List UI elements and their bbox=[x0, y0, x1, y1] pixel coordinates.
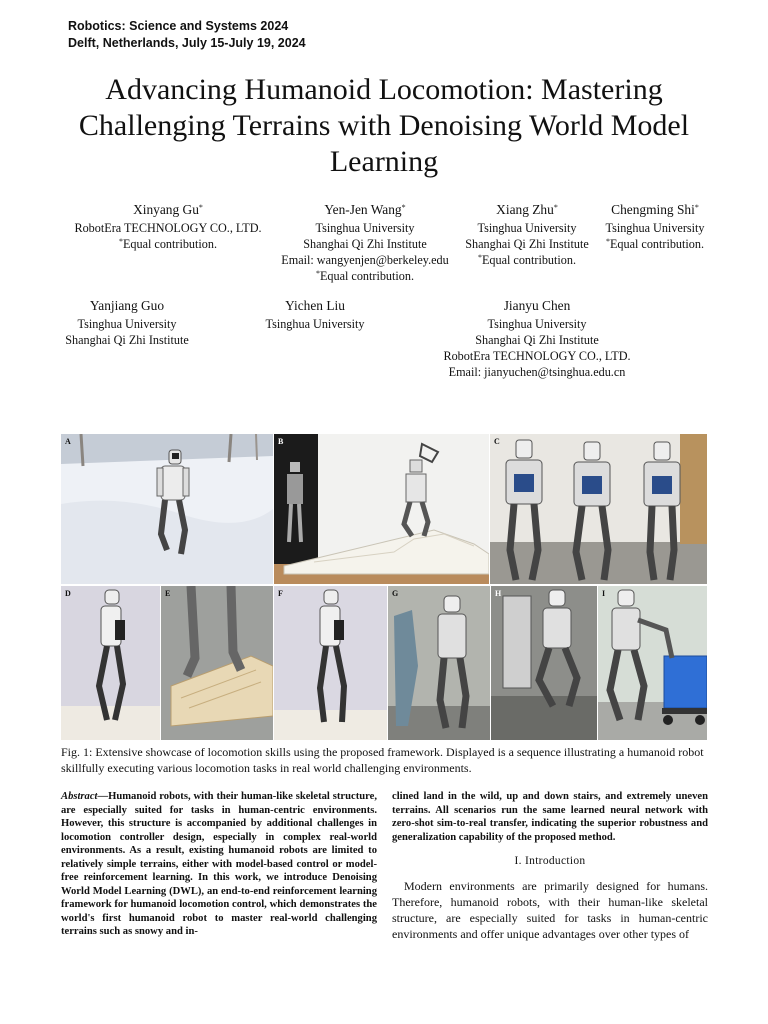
section-heading: I. Introduction bbox=[514, 855, 586, 867]
author-affiliation: Tsinghua University bbox=[487, 317, 587, 331]
panel-a-snow-photo bbox=[61, 434, 273, 584]
equal-contribution-mark: * bbox=[477, 253, 482, 262]
author-affiliation: Shanghai Qi Zhi Institute bbox=[65, 333, 189, 347]
equal-contribution-mark: * bbox=[694, 203, 699, 212]
venue-header bbox=[68, 18, 306, 52]
equal-contribution-mark: * bbox=[605, 237, 610, 246]
venue-line-2: Delft, Netherlands, July 15-July 19, 2024 bbox=[68, 36, 306, 50]
panel-f-side-walk-photo bbox=[274, 586, 387, 740]
author-affiliation: RobotEra TECHNOLOGY CO., LTD. bbox=[443, 349, 631, 363]
author-note: Equal contribution. bbox=[319, 269, 415, 283]
panel-i-cart-photo bbox=[598, 586, 707, 740]
equal-contribution-mark: * bbox=[315, 269, 320, 278]
panel-label: C bbox=[494, 437, 500, 446]
panel-label: A bbox=[65, 437, 71, 446]
author-block bbox=[460, 202, 594, 268]
abstract-left-column bbox=[61, 790, 377, 939]
panel-g-push-photo bbox=[388, 586, 490, 740]
author-name: Yanjiang Guo bbox=[89, 298, 165, 313]
panel-label: H bbox=[495, 589, 502, 598]
introduction-paragraph: Modern environments are primarily designed for humans. Therefore, humanoid robots, with their human-like skeletal structure, are especially suited for tasks in human-centric environments and offer unique advantages over other types of bbox=[392, 879, 708, 941]
author-block bbox=[68, 202, 268, 252]
panel-label: B bbox=[278, 437, 284, 446]
panel-label: F bbox=[278, 589, 283, 598]
author-affiliation: Tsinghua University bbox=[477, 221, 577, 235]
panel-e-slope-photo bbox=[161, 586, 273, 740]
panel-c-front-walk-photo bbox=[490, 434, 707, 584]
author-name: Yichen Liu bbox=[285, 298, 345, 313]
equal-contribution-mark: * bbox=[553, 203, 558, 212]
panel-label: G bbox=[392, 589, 399, 598]
author-email: Email: jianyuchen@tsinghua.edu.cn bbox=[448, 365, 626, 379]
author-note: Equal contribution. bbox=[609, 237, 705, 251]
equal-contribution-mark: * bbox=[118, 237, 123, 246]
figure-1 bbox=[61, 434, 707, 740]
author-note: Equal contribution. bbox=[122, 237, 218, 251]
author-email: Email: wangyenjen@berkeley.edu bbox=[281, 253, 449, 267]
author-name: Chengming Shi bbox=[611, 202, 695, 217]
equal-contribution-mark: * bbox=[198, 203, 203, 212]
author-block bbox=[276, 202, 454, 284]
abstract-label: Abstract bbox=[61, 791, 98, 802]
author-name: Jianyu Chen bbox=[503, 298, 571, 313]
author-affiliation: Shanghai Qi Zhi Institute bbox=[475, 333, 599, 347]
author-affiliation: Tsinghua University bbox=[315, 221, 415, 235]
author-affiliation: Tsinghua University bbox=[77, 317, 177, 331]
author-block bbox=[600, 202, 710, 252]
author-name: Yen-Jen Wang bbox=[324, 202, 402, 217]
panel-label: E bbox=[165, 589, 171, 598]
panel-label: I bbox=[602, 589, 606, 598]
equal-contribution-mark: * bbox=[401, 203, 406, 212]
panel-b-stairs-photo bbox=[274, 434, 489, 584]
author-block bbox=[250, 298, 380, 332]
author-block bbox=[50, 298, 204, 348]
paper-title: Advancing Humanoid Locomotion: Mastering Challenging Terrains with Denoising World Model Learning bbox=[78, 73, 690, 178]
author-name: Xiang Zhu bbox=[496, 202, 554, 217]
author-affiliation: RobotEra TECHNOLOGY CO., LTD. bbox=[74, 221, 262, 235]
author-affiliation: Tsinghua University bbox=[265, 317, 365, 331]
figure-caption: Fig. 1: Extensive showcase of locomotion skills using the proposed framework. Displayed is a sequence illustrating a humanoid robot skillfully executing various locomotion tasks in real world challenging environments. bbox=[61, 745, 704, 775]
venue-line-1: Robotics: Science and Systems 2024 bbox=[68, 19, 289, 33]
panel-label: D bbox=[65, 589, 71, 598]
author-affiliation: Shanghai Qi Zhi Institute bbox=[465, 237, 589, 251]
author-name: Xinyang Gu bbox=[133, 202, 199, 217]
author-affiliation: Tsinghua University bbox=[605, 221, 705, 235]
panel-d-side-walk-photo bbox=[61, 586, 160, 740]
abstract-right-column: clined land in the wild, up and down stairs, and extremely uneven terrains. All scenarios run the same learned neural network with zero-shot sim-to-real transfer, indicating the superior robustness and generalization capability of the proposed method. bbox=[392, 791, 708, 843]
panel-h-crouch-photo bbox=[491, 586, 597, 740]
author-affiliation: Shanghai Qi Zhi Institute bbox=[303, 237, 427, 251]
author-note: Equal contribution. bbox=[481, 253, 577, 267]
author-block bbox=[430, 298, 644, 380]
abstract-text: —Humanoid robots, with their human-like skeletal structure, are especially suited for tasks in human-centric environments. However, this structure is accompanied by additional challenges in locomotion controller design, especially in complex real-world environments. As a result, existing humanoid robots are limited to relatively simple terrains, either with model-based control or model-free reinforcement learning. In this work, we introduce Denoising World Model Learning (DWL), an end-to-end reinforcement learning framework for humanoid locomotion control, which demonstrates the world's first humanoid robot to master real-world challenging terrains such as snowy and in- bbox=[61, 791, 377, 937]
